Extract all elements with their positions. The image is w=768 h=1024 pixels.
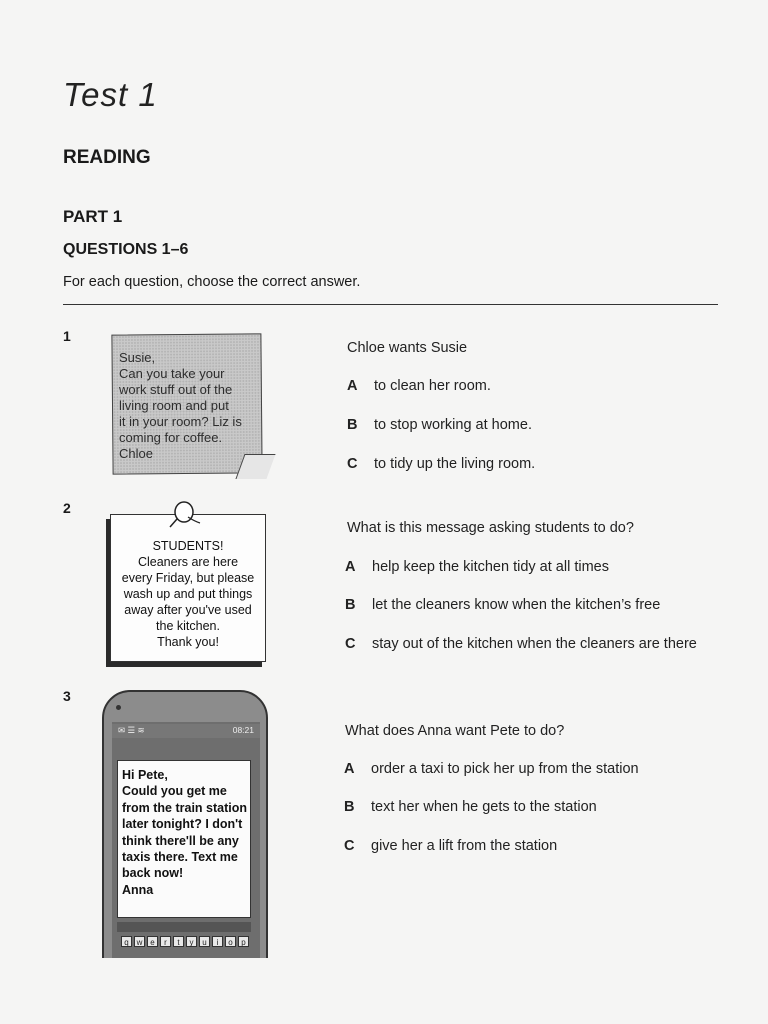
camera-icon [116, 705, 121, 710]
option-letter: B [347, 417, 358, 433]
keyboard-row [121, 936, 249, 947]
question-3-option-b[interactable] [344, 799, 597, 815]
instruction-text: For each question, choose the correct answer. [63, 274, 361, 290]
question-1-option-b[interactable] [347, 417, 532, 433]
note-line: Can you take your [119, 366, 225, 381]
pin-icon [166, 499, 202, 529]
note-line: from the train station [122, 800, 248, 815]
key: e [147, 936, 158, 947]
note-message-3 [122, 767, 252, 898]
key: r [160, 936, 171, 947]
note-line: Thank you! [157, 635, 219, 649]
option-text: help keep the kitchen tidy at all times [372, 559, 609, 575]
option-letter: C [347, 456, 358, 472]
option-text: text her when he gets to the station [371, 799, 597, 815]
option-text: give her a lift from the station [371, 838, 558, 854]
test-title: Test 1 [63, 76, 158, 113]
question-number-3: 3 [63, 688, 71, 704]
key: p [238, 936, 249, 947]
question-3-option-a[interactable] [344, 761, 639, 777]
note-line: Anna [122, 882, 154, 897]
option-letter: A [344, 761, 355, 777]
option-letter: C [344, 838, 355, 854]
option-text: to tidy up the living room. [374, 456, 536, 472]
option-letter: A [345, 559, 356, 575]
question-1-option-c[interactable] [347, 456, 535, 472]
question-1-stem: Chloe wants Susie [347, 340, 468, 356]
option-text: order a taxi to pick her up from the station [371, 761, 639, 777]
note-line: it in your room? Liz is [119, 414, 242, 429]
key: q [121, 936, 132, 947]
key: u [199, 936, 210, 947]
option-letter: C [345, 636, 356, 652]
note-line: Could you get me [122, 784, 227, 799]
note-line: STUDENTS! [152, 539, 224, 553]
option-text: to stop working at home. [374, 417, 532, 433]
note-line: Susie, [119, 350, 156, 365]
question-2-option-c[interactable] [345, 636, 697, 652]
option-letter: B [344, 799, 355, 815]
note-line: later tonight? I don't [122, 817, 243, 832]
note-message-2 [110, 538, 266, 650]
section-heading: READING [63, 147, 151, 168]
question-3-stem: What does Anna want Pete to do? [345, 723, 565, 739]
key: t [173, 936, 184, 947]
signal-icon: ✉ ☰ ≋ [118, 725, 145, 735]
option-text: to clean her room. [374, 378, 491, 394]
option-letter: A [347, 378, 358, 394]
note-line: back now! [122, 866, 184, 881]
note-line: living room and put [119, 398, 229, 413]
option-letter: B [345, 597, 356, 613]
key: w [134, 936, 145, 947]
phone-clock: 08:21 [232, 725, 254, 735]
note-line: wash up and put things [123, 587, 253, 601]
question-number-1: 1 [63, 328, 71, 344]
note-line: Chloe [119, 446, 153, 461]
part-heading: PART 1 [63, 207, 123, 226]
note-line: think there'll be any [122, 833, 239, 848]
divider-line [63, 304, 718, 305]
question-2-option-a[interactable] [345, 559, 609, 575]
question-3-option-c[interactable] [344, 838, 557, 854]
note-line: Hi Pete, [122, 768, 168, 782]
key: y [186, 936, 197, 947]
note-line: away after you've used [124, 603, 252, 617]
questions-heading: QUESTIONS 1–6 [63, 241, 189, 258]
note-message-1 [119, 350, 259, 462]
question-2-option-b[interactable] [345, 597, 660, 613]
question-2-stem: What is this message asking students to do? [347, 520, 634, 536]
option-text: stay out of the kitchen when the cleaners are there [372, 636, 697, 652]
note-line: Cleaners are here [137, 555, 239, 569]
phone-status-bar [112, 724, 260, 738]
question-number-2: 2 [63, 500, 71, 516]
key: o [225, 936, 236, 947]
question-1-option-a[interactable] [347, 378, 491, 394]
note-line: the kitchen. [156, 619, 220, 633]
note-line: work stuff out of the [119, 382, 233, 397]
keyboard-toolbar [117, 922, 251, 932]
option-text: let the cleaners know when the kitchen’s free [372, 597, 661, 613]
key: i [212, 936, 223, 947]
note-line: taxis there. Text me [122, 850, 238, 865]
note-line: every Friday, but please [121, 571, 255, 585]
note-line: coming for coffee. [119, 430, 223, 445]
page-bottom [0, 958, 768, 1024]
